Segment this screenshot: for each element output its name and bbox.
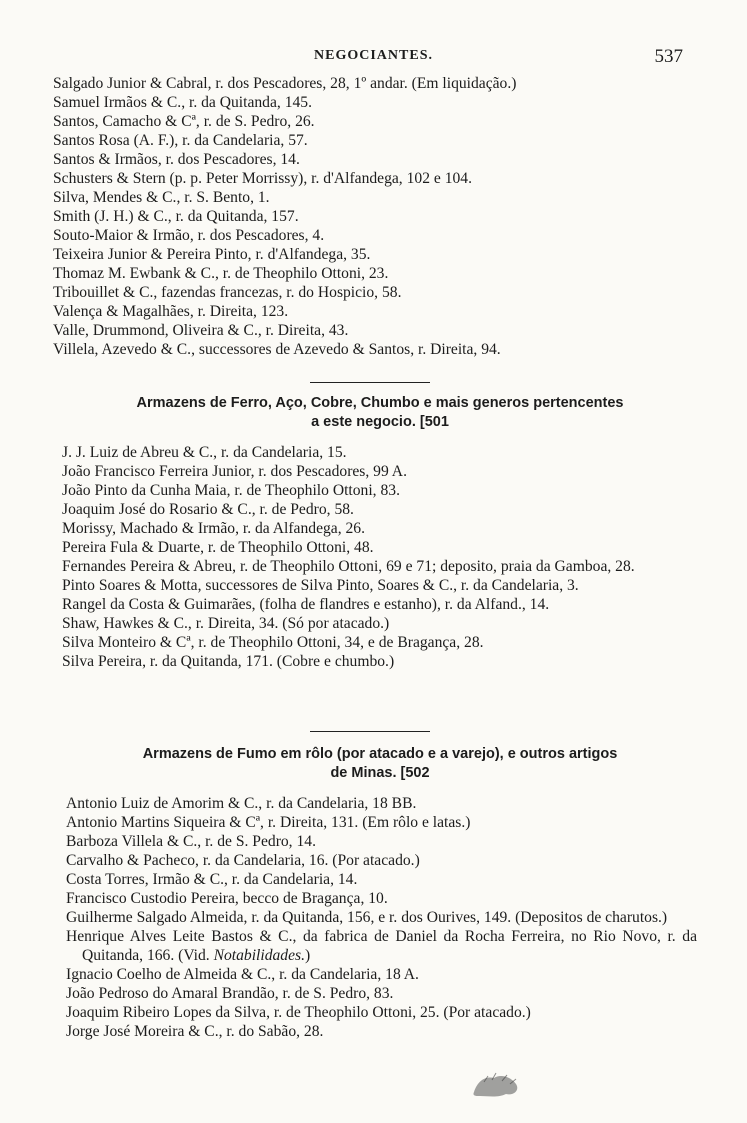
list-item: Villela, Azevedo & C., successores de Azevedo & Santos, r. Direita, 94. (53, 341, 501, 358)
list-item: Santos & Irmãos, r. dos Pescadores, 14. (53, 151, 300, 168)
list-item: Silva, Mendes & C., r. S. Bento, 1. (53, 189, 270, 206)
list-item: Smith (J. H.) & C., r. da Quitanda, 157. (53, 208, 299, 225)
running-title: NEGOCIANTES. (314, 48, 433, 63)
list-item: Costa Torres, Irmão & C., r. da Candelaria, 14. (66, 871, 358, 888)
list-item: João Francisco Ferreira Junior, r. dos Pescadores, 99 A. (62, 463, 407, 480)
list-item: Rangel da Costa & Guimarães, (folha de flandres e estanho), r. da Alfand., 14. (62, 596, 550, 613)
list-item: Silva Monteiro & Cª, r. de Theophilo Ottoni, 34, e de Bragança, 28. (62, 634, 484, 651)
list-item: Francisco Custodio Pereira, becco de Bragança, 10. (66, 890, 388, 907)
list-item: Antonio Luiz de Amorim & C., r. da Candelaria, 18 BB. (66, 795, 417, 812)
merchant-list-section (0, 74, 747, 359)
page-number: 537 (654, 46, 683, 67)
heading-line: a este negocio. [501 (311, 414, 449, 430)
list-item (66, 927, 697, 965)
list-item: Santos Rosa (A. F.), r. da Candelaria, 57. (53, 132, 308, 149)
heading-line: Armazens de Ferro, Aço, Cobre, Chumbo e mais generos pertencentes (136, 395, 624, 411)
list-item: Samuel Irmãos & C., r. da Quitanda, 145. (53, 94, 312, 111)
list-item: Shaw, Hawkes & C., r. Direita, 34. (Só por atacado.) (62, 615, 390, 632)
list-item: Valle, Drummond, Oliveira & C., r. Direita, 43. (53, 322, 349, 339)
list-item: Pereira Fula & Duarte, r. de Theophilo Ottoni, 48. (62, 539, 374, 556)
section-divider (310, 382, 430, 383)
list-item: Silva Pereira, r. da Quitanda, 171. (Cobre e chumbo.) (62, 653, 395, 670)
heading-line: Armazens de Fumo em rôlo (por atacado e a varejo), e outros artigos (142, 746, 618, 762)
tobacco-stores-list (0, 794, 747, 1041)
list-item: Joaquim Ribeiro Lopes da Silva, r. de Theophilo Ottoni, 25. (Por atacado.) (66, 1004, 531, 1021)
entry-text-end: ) (305, 947, 311, 964)
entry-italic-reference: Notabilidades. (213, 947, 305, 964)
list-item: Schusters & Stern (p. p. Peter Morrissy), r. d'Alfandega, 102 e 104. (53, 170, 473, 187)
iron-stores-list (0, 443, 747, 671)
section-divider (310, 731, 430, 732)
section-heading-tobacco-stores (90, 745, 670, 783)
list-item: J. J. Luiz de Abreu & C., r. da Candelaria, 15. (62, 444, 347, 461)
section-heading-iron-stores (90, 394, 670, 432)
list-item: Fernandes Pereira & Abreu, r. de Theophilo Ottoni, 69 e 71; deposito, praia da Gamboa, 28. (62, 558, 635, 575)
page-header (0, 46, 747, 68)
list-item: Joaquim José do Rosario & C., r. de Pedro, 58. (62, 501, 354, 518)
list-item: Ignacio Coelho de Almeida & C., r. da Candelaria, 18 A. (66, 966, 419, 983)
list-item: Santos, Camacho & Cª, r. de S. Pedro, 26. (53, 113, 315, 130)
list-item: Tribouillet & C., fazendas francezas, r. do Hospicio, 58. (53, 284, 402, 301)
heading-line: de Minas. [502 (330, 765, 430, 781)
list-item: João Pedroso do Amaral Brandão, r. de S. Pedro, 83. (66, 985, 394, 1002)
list-item: Jorge José Moreira & C., r. do Sabão, 28. (66, 1023, 324, 1040)
list-item: João Pinto da Cunha Maia, r. de Theophilo Ottoni, 83. (62, 482, 400, 499)
list-item: Valença & Magalhães, r. Direita, 123. (53, 303, 289, 320)
list-item: Barboza Villela & C., r. de S. Pedro, 14. (66, 833, 316, 850)
list-item: Morissy, Machado & Irmão, r. da Alfandega, 26. (62, 520, 365, 537)
list-item: Antonio Martins Siqueira & Cª, r. Direita, 131. (Em rôlo e latas.) (66, 814, 471, 831)
list-item: Carvalho & Pacheco, r. da Candelaria, 16. (Por atacado.) (66, 852, 420, 869)
list-item: Teixeira Junior & Pereira Pinto, r. d'Alfandega, 35. (53, 246, 371, 263)
list-item: Salgado Junior & Cabral, r. dos Pescadores, 28, 1º andar. (Em liquidação.) (53, 75, 517, 92)
list-item: Souto-Maior & Irmão, r. dos Pescadores, 4. (53, 227, 325, 244)
ink-blot-mark (470, 1072, 522, 1098)
list-item: Guilherme Salgado Almeida, r. da Quitanda, 156, e r. dos Ourives, 149. (Depositos de charutos.) (66, 909, 668, 926)
entry-text: Henrique Alves Leite Bastos & C., da fabrica de Daniel da Rocha Ferreira, no Rio Novo, r. da Quitanda, 166. (Vid. (66, 928, 697, 964)
list-item: Thomaz M. Ewbank & C., r. de Theophilo Ottoni, 23. (53, 265, 389, 282)
list-item: Pinto Soares & Motta, successores de Silva Pinto, Soares & C., r. da Candelaria, 3. (62, 577, 579, 594)
